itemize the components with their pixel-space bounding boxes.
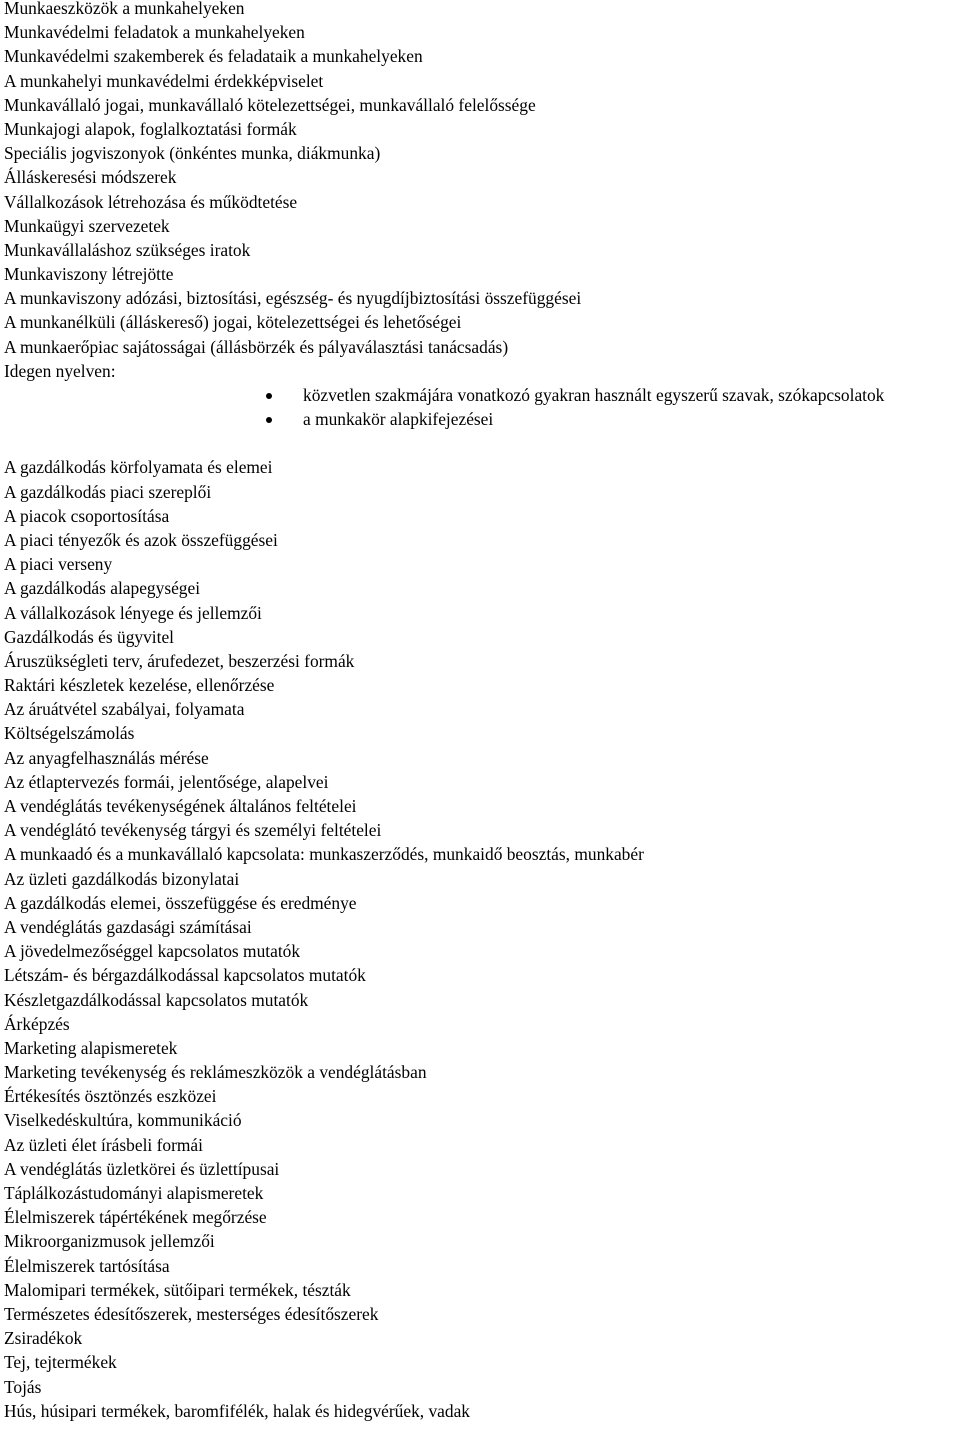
topic-line: Az üzleti élet írásbeli formái — [4, 1134, 203, 1155]
topic-line: A piaci tényezők és azok összefüggései — [4, 529, 278, 550]
topic-line: Az étlaptervezés formái, jelentősége, alapelvei — [4, 771, 329, 792]
topic-line: Készletgazdálkodással kapcsolatos mutatók — [4, 989, 309, 1010]
topic-line: Munkavállaló jogai, munkavállaló kötelezettségei, munkavállaló felelőssége — [4, 94, 536, 115]
language-bullet-list — [263, 383, 959, 431]
topic-line: Költségelszámolás — [4, 723, 135, 744]
topic-line: Zsiradékok — [4, 1328, 83, 1349]
bullet-icon — [266, 417, 272, 423]
topic-line: A vendéglátás tevékenységének általános feltételei — [4, 796, 357, 817]
topic-line: Mikroorganizmusok jellemzői — [4, 1231, 215, 1252]
document-page — [4, 0, 958, 1423]
topic-line: Viselkedéskultúra, kommunikáció — [4, 1110, 242, 1131]
topic-line: Természetes édesítőszerek, mesterséges édesítőszerek — [4, 1303, 379, 1324]
topic-line: Munkavédelmi szakemberek és feladataik a munkahelyeken — [4, 46, 423, 67]
topic-list-2 — [4, 455, 958, 1423]
topic-line: A gazdálkodás elemei, összefüggése és eredménye — [4, 892, 357, 913]
topic-line: Munkaviszony létrejötte — [4, 264, 174, 285]
bullet-icon — [266, 393, 272, 399]
topic-line: A munkaviszony adózási, biztosítási, egészség- és nyugdíjbiztosítási összefüggései — [4, 288, 582, 309]
topic-line: A vendéglátó tevékenység tárgyi és személyi feltételei — [4, 820, 382, 841]
topic-line: Marketing tevékenység és reklámeszközök a vendéglátásban — [4, 1062, 427, 1083]
topic-line: A piaci verseny — [4, 554, 113, 575]
topic-line: Tojás — [4, 1376, 42, 1397]
topic-line: Az áruátvétel szabályai, folyamata — [4, 699, 245, 720]
topic-line: A munkahelyi munkavédelmi érdekképviselet — [4, 70, 324, 91]
topic-line: Árképzés — [4, 1013, 70, 1034]
topic-line: Tej, tejtermékek — [4, 1352, 117, 1373]
topic-line: Hús, húsipari termékek, baromfifélék, halak és hidegvérűek, vadak — [4, 1400, 470, 1421]
topic-line: Munkajogi alapok, foglalkoztatási formák — [4, 118, 297, 139]
topic-line: A jövedelmezőséggel kapcsolatos mutatók — [4, 941, 301, 962]
topic-line: Táplálkozástudományi alapismeretek — [4, 1183, 264, 1204]
topic-list-1 — [4, 0, 958, 383]
topic-line: Élelmiszerek tápértékének megőrzése — [4, 1207, 267, 1228]
topic-line: A gazdálkodás körfolyamata és elemei — [4, 457, 273, 478]
topic-line: Álláskeresési módszerek — [4, 167, 177, 188]
topic-line: A gazdálkodás piaci szereplői — [4, 481, 212, 502]
topic-line: Értékesítés ösztönzés eszközei — [4, 1086, 217, 1107]
topic-line: Élelmiszerek tartósítása — [4, 1255, 170, 1276]
topic-line: A gazdálkodás alapegységei — [4, 578, 201, 599]
topic-line: Munkavállaláshoz szükséges iratok — [4, 239, 251, 260]
section-gap — [4, 431, 958, 455]
topic-line: Raktári készletek kezelése, ellenőrzése — [4, 675, 275, 696]
topic-line: Speciális jogviszonyok (önkéntes munka, diákmunka) — [4, 143, 381, 164]
topic-line: Marketing alapismeretek — [4, 1037, 178, 1058]
topic-line: Vállalkozások létrehozása és működtetése — [4, 191, 298, 212]
topic-line: Munkaeszközök a munkahelyeken — [4, 0, 245, 18]
bullet-item: közvetlen szakmájára vonatkozó gyakran használt egyszerű szavak, szókapcsolatok — [263, 383, 959, 407]
topic-line: Áruszükségleti terv, árufedezet, beszerzési formák — [4, 650, 355, 671]
topic-line: A vendéglátás üzletkörei és üzlettípusai — [4, 1158, 280, 1179]
topic-line: Munkaügyi szervezetek — [4, 215, 170, 236]
topic-line: Munkavédelmi feladatok a munkahelyeken — [4, 22, 305, 43]
topic-line: A munkaadó és a munkavállaló kapcsolata: munkaszerződés, munkaidő beosztás, munkabér — [4, 844, 644, 865]
topic-line: Az anyagfelhasználás mérése — [4, 747, 209, 768]
topic-line: Malomipari termékek, sütőipari termékek, tészták — [4, 1279, 351, 1300]
topic-line: A munkanélküli (álláskereső) jogai, kötelezettségei és lehetőségei — [4, 312, 462, 333]
topic-line: A piacok csoportosítása — [4, 505, 170, 526]
topic-line: A vállalkozások lényege és jellemzői — [4, 602, 262, 623]
bullet-item: a munkakör alapkifejezései — [263, 407, 959, 431]
topic-line: Az üzleti gazdálkodás bizonylatai — [4, 868, 240, 889]
topic-line: Idegen nyelven: — [4, 360, 116, 381]
topic-line: Létszám- és bérgazdálkodással kapcsolatos mutatók — [4, 965, 366, 986]
topic-line: A vendéglátás gazdasági számításai — [4, 916, 252, 937]
topic-line: A munkaerőpiac sajátosságai (állásbörzék és pályaválasztási tanácsadás) — [4, 336, 509, 357]
topic-line: Gazdálkodás és ügyvitel — [4, 626, 174, 647]
